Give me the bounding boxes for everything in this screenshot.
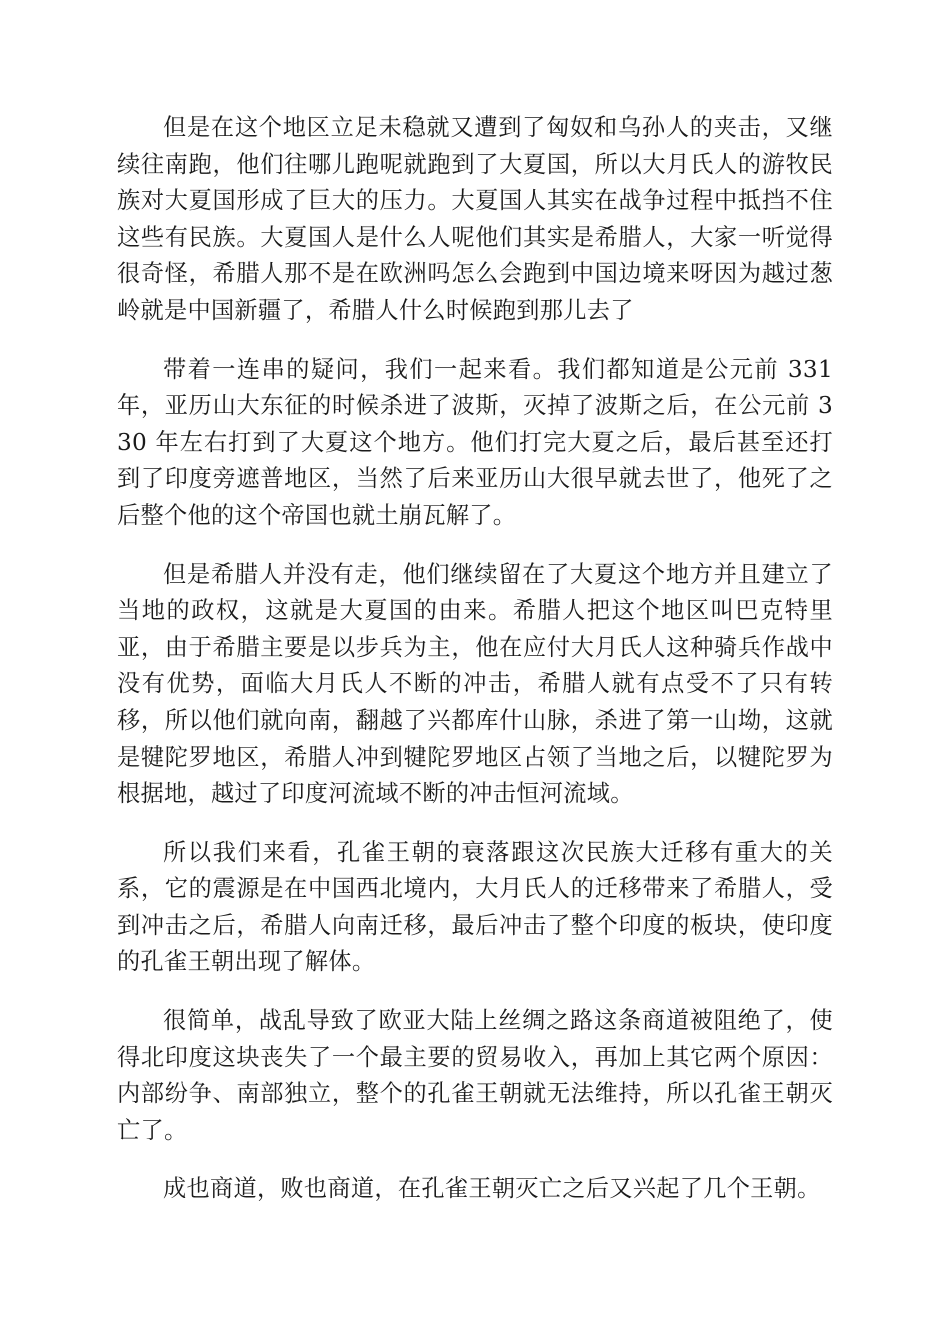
paragraph-6: 成也商道，败也商道，在孔雀王朝灭亡之后又兴起了几个王朝。 [163, 1175, 821, 1203]
paragraph-1: 但是在这个地区立足未稳就又遭到了匈奴和乌孙人的夹击，又继续往南跑，他们往哪儿跑呢就跑到了大夏国，所以大月氏人的游牧民族对大夏国形成了巨大的压力。大夏国人其实在战争过程中抵挡不住这些有民族。大夏国人是什么人呢他们其实是希腊人，大家一听觉得很奇怪，希腊人那不是在欧洲吗怎么会跑到中国边境来呀因为越过葱岭就是中国新疆了，希腊人什么时候跑到那儿去了 [117, 114, 833, 324]
paragraph-3: 但是希腊人并没有走，他们继续留在了大夏这个地方并且建立了当地的政权，这就是大夏国的由来。希腊人把这个地区叫巴克特里亚，由于希腊主要是以步兵为主，他在应付大月氏人这种骑兵作战中没有优势，面临大月氏人不断的冲击，希腊人就有点受不了只有转移，所以他们就向南，翻越了兴都库什山脉，杀进了第一山坳，这就是犍陀罗地区，希腊人冲到犍陀罗地区占领了当地之后，以犍陀罗为根据地，越过了印度河流域不断的冲击恒河流域。 [117, 560, 833, 808]
document-page [117, 110, 833, 1230]
paragraph-4: 所以我们来看，孔雀王朝的衰落跟这次民族大迁移有重大的关系，它的震源是在中国西北境内，大月氏人的迁移带来了希腊人，受到冲击之后，希腊人向南迁移，最后冲击了整个印度的板块，使印度的孔雀王朝出现了解体。 [117, 838, 833, 976]
paragraph-2: 带着一连串的疑问，我们一起来看。我们都知道是公元前 331 年，亚历山大东征的时候杀进了波斯，灭掉了波斯之后，在公元前 330 年左右打到了大夏这个地方。他们打完大夏之后，最后甚至还打到了印度旁遮普地区，当然了后来亚历山大很早就去世了，他死了之后整个他的这个帝国也就土崩瓦解了。 [117, 355, 833, 529]
paragraph-5: 很简单，战乱导致了欧亚大陆上丝绸之路这条商道被阻绝了，使得北印度这块丧失了一个最主要的贸易收入，再加上其它两个原因：内部纷争、南部独立，整个的孔雀王朝就无法维持，所以孔雀王朝灭亡了。 [117, 1007, 833, 1144]
